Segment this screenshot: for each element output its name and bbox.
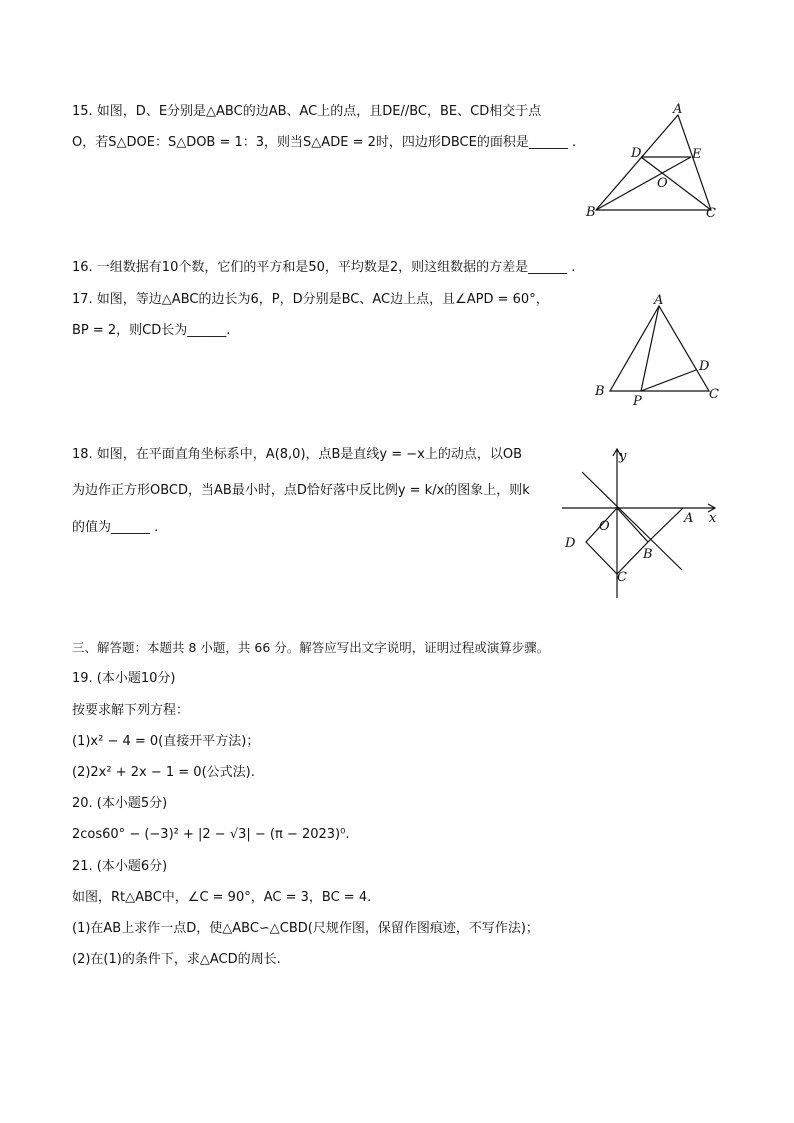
label-c: C [706, 206, 716, 221]
label-d: D [699, 359, 710, 374]
label-d: D [565, 536, 576, 551]
label-b: B [586, 205, 596, 220]
q16-line1: 16. 一组数据有10个数，它们的平方和是50，平均数是2，则这组数据的方差是______ . [72, 260, 576, 275]
q19-part2: (2)2x² + 2x − 1 = 0(公式法). [72, 765, 255, 780]
label-x: x [709, 511, 717, 526]
q21-part2: (2)在(1)的条件下，求△ACD的周长. [72, 952, 281, 967]
q19-part1: (1)x² − 4 = 0(直接开平方法)； [72, 734, 260, 749]
label-b: B [643, 547, 653, 562]
q17-line2: BP = 2，则CD长为______. [72, 323, 231, 338]
label-d: D [631, 146, 642, 161]
q18-line1: 18. 如图，在平面直角坐标系中，A(8,0)，点B是直线y = −x上的动点，以OB [72, 447, 523, 462]
q21-header: 21. (本小题6分) [72, 859, 168, 874]
label-c: C [709, 387, 719, 402]
segment-ab [648, 508, 683, 542]
label-p: P [633, 394, 642, 409]
label-b: B [595, 384, 605, 399]
triangle-abc [596, 115, 711, 210]
label-o: O [599, 519, 610, 534]
q18-line3: 的值为______ . [72, 520, 159, 535]
q19-header: 19. (本小题10分) [72, 671, 176, 686]
q20-expr: 2cos60° − (−3)² + |2 − √3| − (π − 2023)⁰. [72, 827, 350, 842]
line-y-neg-x [582, 472, 682, 570]
q21-part1: (1)在AB上求作一点D，使△ABC∽△CBD(尺规作图，保留作图痕迹，不写作法)； [72, 921, 539, 936]
q15-line2: O，若S△DOE：S△DOB = 1：3，则当S△ADE = 2时，四边形DBCE的面积是______ . [72, 135, 577, 150]
figure-q17 [588, 290, 728, 410]
label-e: E [692, 147, 702, 162]
figure-q15 [584, 100, 724, 225]
label-a: A [684, 511, 694, 526]
label-o: O [657, 176, 668, 191]
label-a: A [673, 102, 683, 117]
label-c: C [617, 570, 627, 585]
q15-line1: 15. 如图，D、E分别是△ABC的边AB、AC上的点，且DE//BC，BE、CD相交于点 [72, 104, 542, 119]
segment-pd [641, 370, 696, 391]
q19-intro: 按要求解下列方程： [72, 703, 190, 718]
q21-intro: 如图，Rt△ABC中，∠C = 90°，AC = 3，BC = 4. [72, 890, 372, 905]
q17-line1: 17. 如图，等边△ABC的边长为6，P，D分别是BC、AC边上点，且∠APD = 60°， [72, 292, 549, 307]
q18-line2: 为边作正方形OBCD，当AB最小时，点D恰好落中反比例y = k/x的图象上，则k [72, 483, 530, 498]
segment-ap [641, 306, 659, 391]
label-a: A [654, 293, 664, 308]
triangle-abc [610, 306, 709, 391]
q20-header: 20. (本小题5分) [72, 796, 168, 811]
label-y: y [619, 449, 627, 464]
figure-q18 [560, 446, 725, 602]
section3-title: 三、解答题：本题共 8 小题，共 66 分。解答应写出文字说明，证明过程或演算步骤。 [72, 640, 550, 655]
